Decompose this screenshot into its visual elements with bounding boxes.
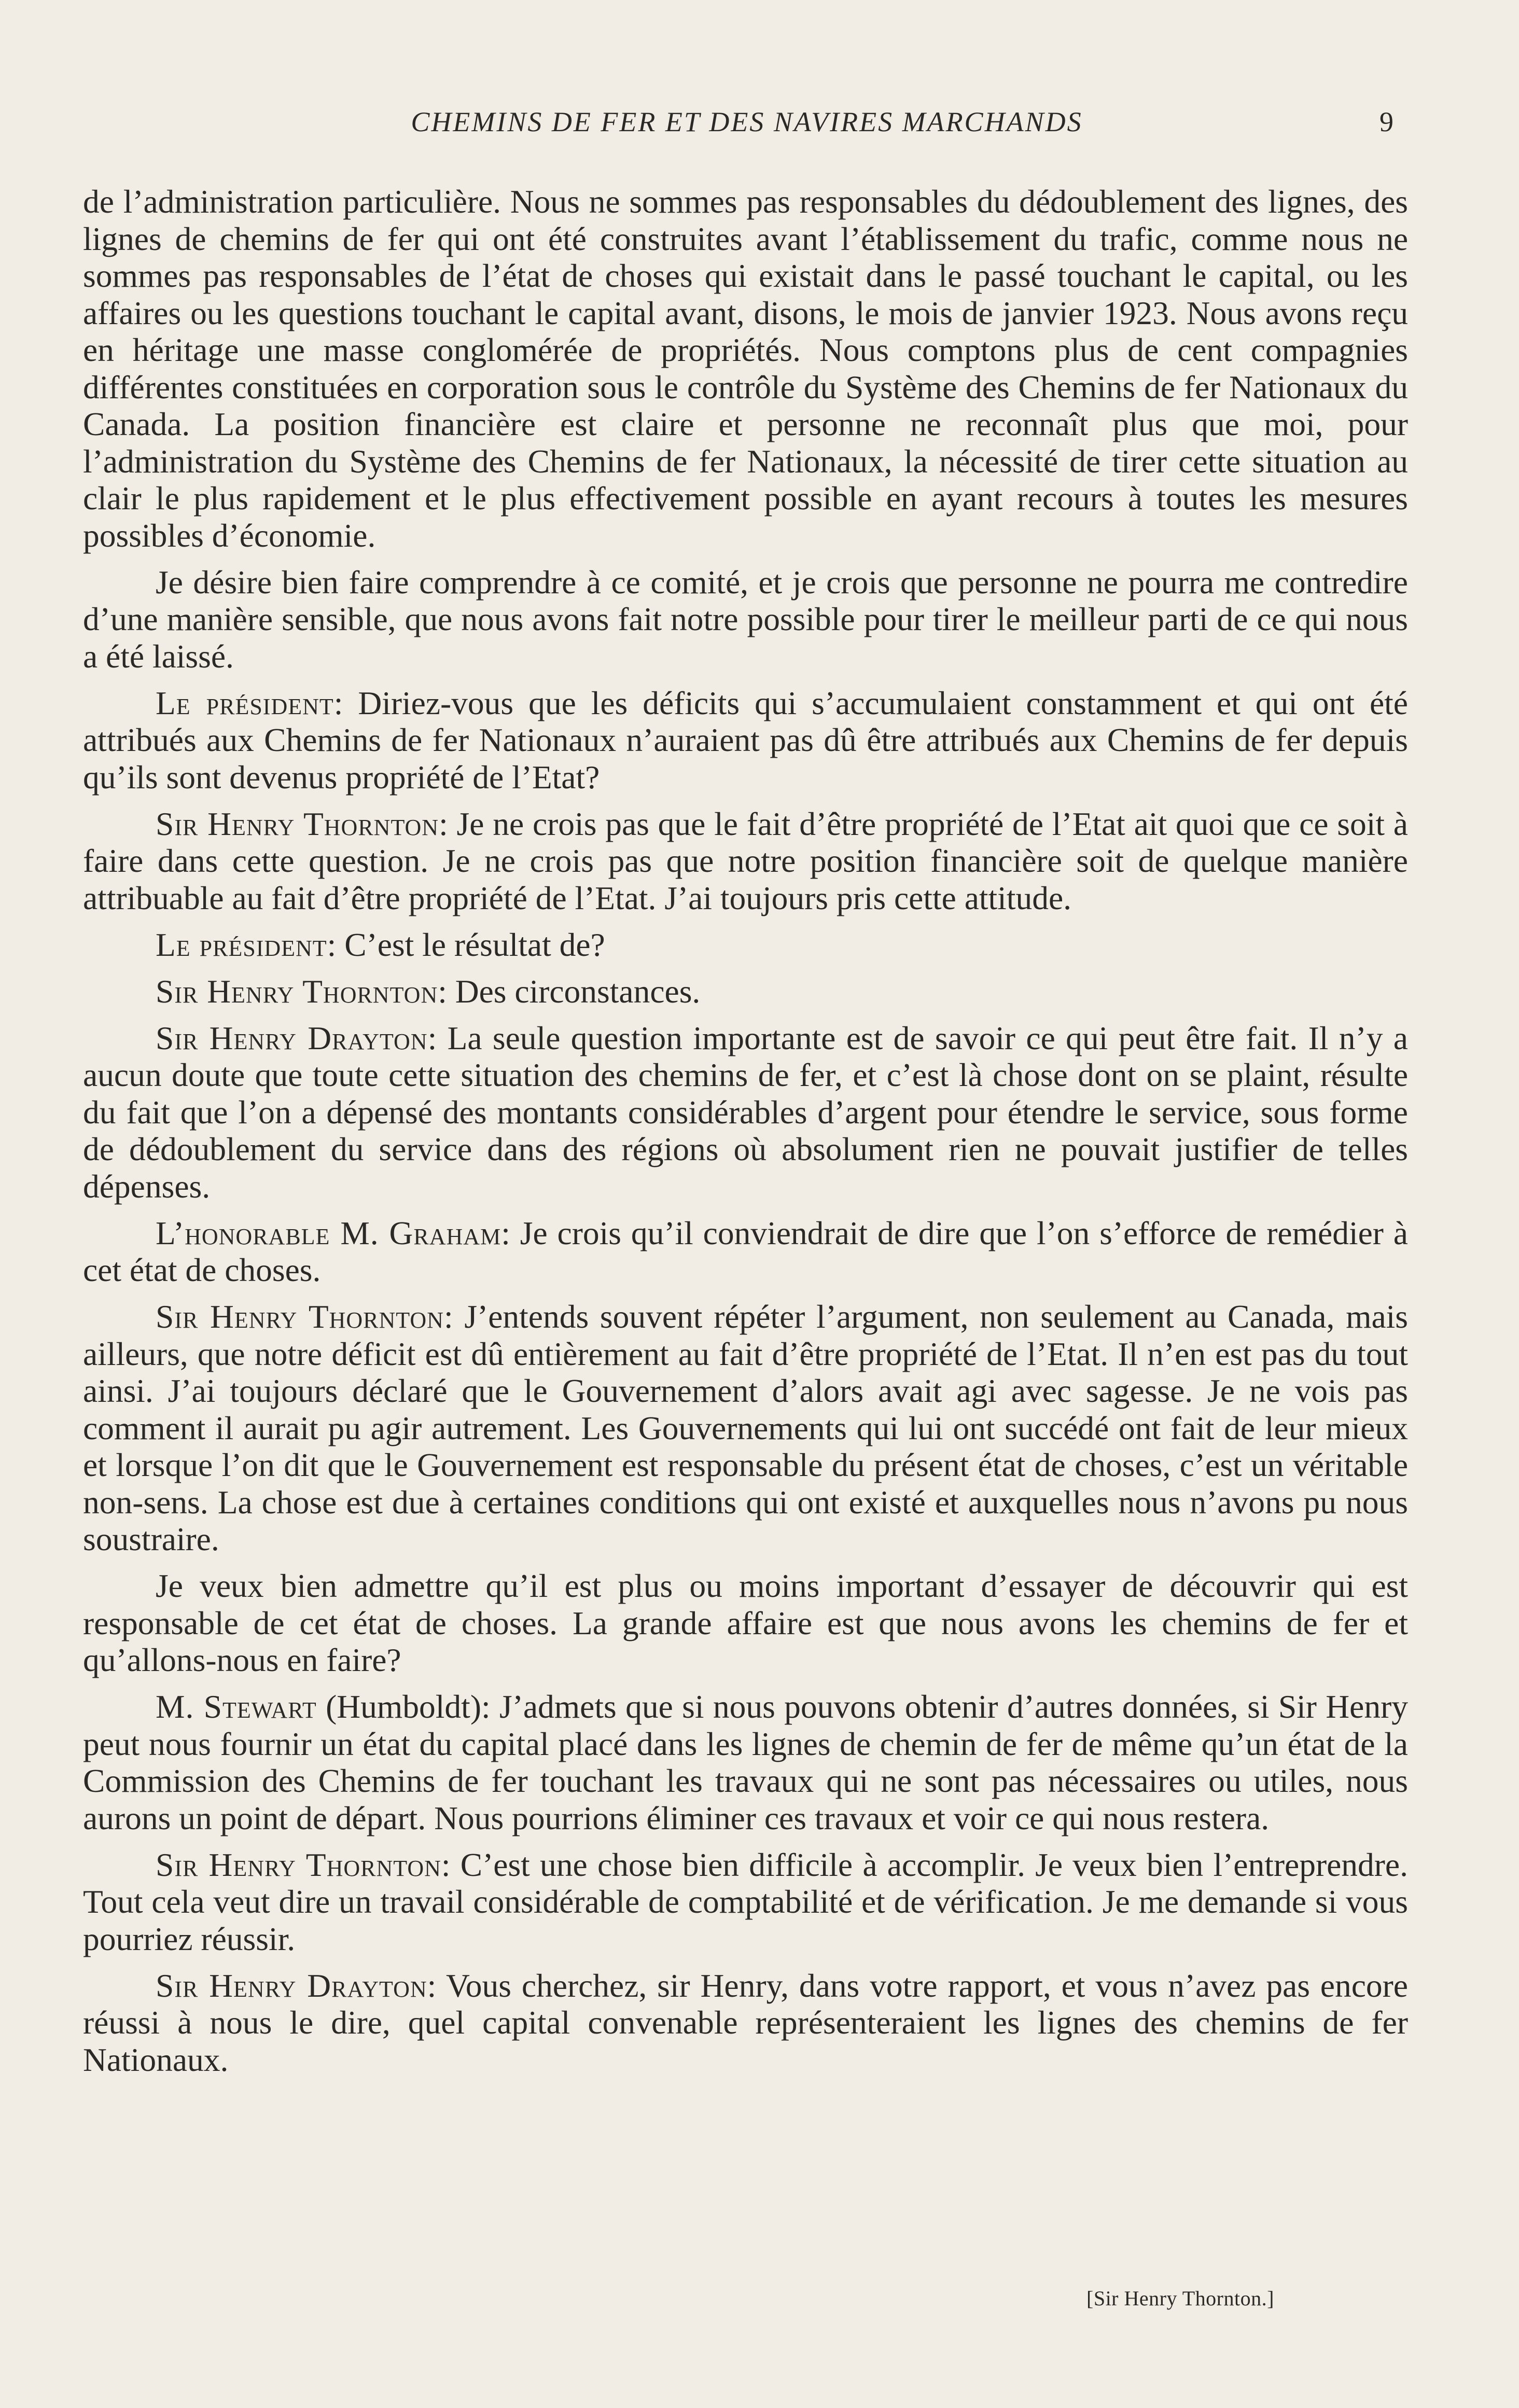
speaker-name: Le président <box>156 926 327 963</box>
paragraph-13 <box>83 1967 1408 2079</box>
paragraph-1 <box>83 183 1408 554</box>
speaker-colon: : <box>333 684 343 721</box>
paragraph-text: Diriez-vous que les déficits qui s’accumulaient constamment et qui ont été attribués aux Chemins de fer Nationaux n’auraient pas dû être attribués aux Chemins de fer depuis qu’ils sont devenus propriété de l’Etat? <box>83 684 1408 796</box>
paragraph-text: Je veux bien admettre qu’il est plus ou moins important d’essayer de découvrir qui est responsable de cet état de choses. La grande affaire est que nous avons les chemins de fer et qu’allons-nous en faire? <box>83 1567 1408 1678</box>
paragraph-text: Vous cherchez, sir Henry, dans votre rapport, et vous n’avez pas encore réussi à nous le dire, quel capital convenable représenteraient les lignes des chemins de fer Nationaux. <box>83 1967 1408 2078</box>
running-title: CHEMINS DE FER ET DES NAVIRES MARCHANDS <box>411 106 1083 137</box>
page-body <box>83 183 1408 2088</box>
speaker-colon: : <box>441 1846 451 1883</box>
paragraph-12 <box>83 1846 1408 1958</box>
speaker-name: Le président <box>156 684 334 721</box>
paragraph-2 <box>83 564 1408 675</box>
speaker-name: Sir Henry Drayton <box>156 1019 428 1056</box>
paragraph-5 <box>83 926 1408 964</box>
paragraph-text: J’admets que si nous pouvons obtenir d’autres données, si Sir Henry peut nous fournir un état du capital placé dans les lignes de chemin de fer de même qu’un état de la Commission des Chemins de fer touchant les travaux qui ne sont pas nécessaires ou utiles, nous aurons un point de départ. Nous pourrions éliminer ces travaux et voir ce qui nous restera. <box>83 1688 1408 1836</box>
speaker-colon: (Humboldt): <box>316 1688 491 1725</box>
speaker-name: Sir Henry Thornton <box>156 1846 441 1883</box>
speaker-name: L’honorable M. Graham <box>156 1214 501 1251</box>
speaker-colon: : <box>427 1019 437 1056</box>
paragraph-10 <box>83 1567 1408 1679</box>
speaker-colon: : <box>327 926 337 963</box>
paragraph-7 <box>83 1020 1408 1205</box>
speaker-name: Sir Henry Thornton <box>156 1298 444 1335</box>
speaker-name: Sir Henry Thornton <box>156 972 438 1010</box>
paragraph-text: C’est le résultat de? <box>336 926 605 963</box>
paragraph-8 <box>83 1215 1408 1289</box>
speaker-name: M. Stewart <box>156 1688 317 1725</box>
speaker-colon: : <box>443 1298 453 1335</box>
catchword: [Sir Henry Thornton.] <box>1086 2287 1274 2310</box>
paragraph-4 <box>83 805 1408 917</box>
paragraph-text: Je ne crois pas que le fait d’être propriété de l’Etat ait quoi que ce soit à faire dans cette question. Je ne crois pas que notre position financière soit de quelque manière attribuable au fait d’être propriété de l’Etat. J’ai toujours pris cette attitude. <box>83 805 1408 916</box>
page-number: 9 <box>1379 106 1393 137</box>
paragraph-text: Des circonstances. <box>447 972 701 1010</box>
paragraph-text: J’entends souvent répéter l’argument, non seulement au Canada, mais ailleurs, que notre déficit est dû entièrement au fait d’être propriété de l’Etat. Il n’en est pas du tout ainsi. J’ai toujours déclaré que le Gouvernement d’alors avait agi avec sagesse. Je ne vois pas comment il aurait pu agir autrement. Les Gouvernements qui lui ont succédé ont fait de leur mieux et lorsque l’on dit que le Gouvernement est responsable du présent état de choses, c’est un véritable non-sens. La chose est due à certaines conditions qui ont existé et auxquelles nous n’avons pu nous soustraire. <box>83 1298 1409 1557</box>
paragraph-text: de l’administration particulière. Nous ne sommes pas responsables du dédoublement des lignes, des lignes de chemins de fer qui ont été construites avant l’établissement du trafic, comme nous ne sommes pas responsables de l’état de choses qui existait dans le passé touchant le capital, ou les affaires ou les questions touchant le capital avant, disons, le mois de janvier 1923. Nous avons reçu en héritage une masse conglomérée de propriétés. Nous comptons plus de cent compagnies différentes constituées en corporation sous le contrôle du Système des Chemins de fer Nationaux du Canada. La position financière est claire et personne ne reconnaît plus que moi, pour l’administration du Système des Chemins de fer Nationaux, la nécessité de tirer cette situation au clair le plus rapidement et le plus effectivement possible en ayant recours à toutes les mesures possibles d’économie. <box>83 183 1408 554</box>
speaker-colon: : <box>438 972 447 1010</box>
paragraph-6 <box>83 973 1408 1010</box>
speaker-colon: : <box>501 1214 510 1251</box>
speaker-name: Sir Henry Thornton <box>156 805 439 842</box>
paragraph-9 <box>83 1298 1408 1558</box>
paragraph-11 <box>83 1688 1408 1836</box>
paragraph-text: C’est une chose bien difficile à accomplir. Je veux bien l’entreprendre. Tout cela veut dire un travail considérable de comptabilité et de vérification. Je me demande si vous pourriez réussir. <box>83 1846 1408 1957</box>
speaker-name: Sir Henry Drayton <box>156 1967 427 2004</box>
speaker-colon: : <box>439 805 448 842</box>
paragraph-text: La seule question importante est de savoir ce qui peut être fait. Il n’y a aucun doute que toute cette situation des chemins de fer, et c’est là chose dont on se plaint, résulte du fait que l’on a dépensé des montants considérables d’argent pour étendre le service, sous forme de dédoublement du service dans des régions où absolument rien ne pouvait justifier de telles dépenses. <box>83 1019 1408 1205</box>
paragraph-text: Je désire bien faire comprendre à ce comité, et je crois que personne ne pourra me contredire d’une manière sensible, que nous avons fait notre possible pour tirer le meilleur parti de ce qui nous a été laissé. <box>83 563 1408 675</box>
paragraph-3 <box>83 685 1408 796</box>
speaker-colon: : <box>427 1967 437 2004</box>
paragraph-text: Je crois qu’il conviendrait de dire que l’on s’efforce de remédier à cet état de choses. <box>83 1214 1408 1288</box>
